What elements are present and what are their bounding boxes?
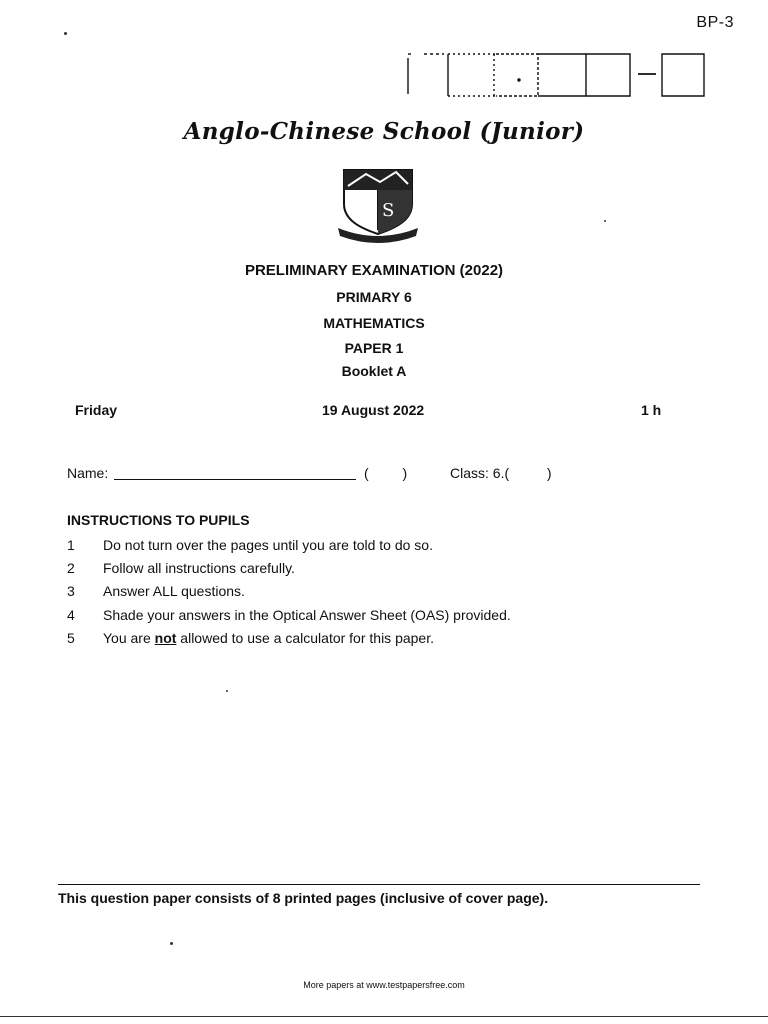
class-label: Class: 6.( bbox=[450, 465, 510, 481]
page-bottom-edge bbox=[0, 1016, 768, 1017]
name-blank[interactable] bbox=[114, 465, 356, 480]
school-crest-logo bbox=[336, 164, 420, 244]
instruction-item bbox=[67, 583, 245, 599]
instruction-number: 3 bbox=[67, 583, 75, 599]
svg-text:S: S bbox=[382, 200, 395, 221]
exam-duration: 1 h bbox=[641, 402, 662, 418]
exam-date: 19 August 2022 bbox=[322, 402, 425, 418]
instruction-number: 2 bbox=[67, 560, 75, 576]
exam-title: PRELIMINARY EXAMINATION (2022) bbox=[244, 262, 504, 279]
class-paren-close: ) bbox=[546, 465, 552, 481]
instruction-item bbox=[67, 537, 433, 553]
instruction-number: 4 bbox=[67, 607, 75, 623]
instruction-text: Answer ALL questions. bbox=[103, 583, 245, 599]
scan-speck bbox=[64, 32, 67, 35]
name-label: Name: bbox=[67, 465, 109, 481]
exam-booklet: Booklet A bbox=[341, 363, 407, 379]
instructions-heading: INSTRUCTIONS TO PUPILS bbox=[67, 512, 250, 528]
instruction-text: Shade your answers in the Optical Answer Sheet (OAS) provided. bbox=[103, 607, 511, 623]
instruction-item bbox=[67, 630, 434, 646]
exam-day: Friday bbox=[75, 402, 118, 418]
instruction-number: 1 bbox=[67, 537, 75, 553]
scan-speck bbox=[604, 220, 606, 222]
instruction-item bbox=[67, 607, 511, 623]
school-name: Anglo-Chinese School (Junior) bbox=[183, 118, 585, 145]
register-paren-open: ( bbox=[364, 465, 369, 481]
class-field-row bbox=[450, 465, 552, 481]
index-number-boxes bbox=[404, 50, 708, 98]
name-field-row bbox=[67, 465, 407, 481]
instruction-item bbox=[67, 560, 295, 576]
register-paren-close: ) bbox=[402, 465, 408, 481]
exam-subject: MATHEMATICS bbox=[323, 315, 425, 331]
instruction-text-pre: You are bbox=[103, 630, 155, 646]
instruction-emphasis: not bbox=[154, 630, 177, 646]
instruction-text-post: allowed to use a calculator for this paper. bbox=[176, 630, 434, 646]
scan-speck bbox=[226, 690, 228, 692]
instruction-text: Do not turn over the pages until you are told to do so. bbox=[103, 537, 433, 553]
exam-paper: PAPER 1 bbox=[344, 340, 404, 356]
exam-level: PRIMARY 6 bbox=[336, 289, 412, 305]
instruction-text: Follow all instructions carefully. bbox=[103, 560, 295, 576]
paper-code: BP-3 bbox=[696, 14, 734, 31]
instruction-number: 5 bbox=[67, 630, 75, 646]
website-credit: More papers at www.testpapersfree.com bbox=[303, 980, 465, 990]
pages-note: This question paper consists of 8 printed pages (inclusive of cover page). bbox=[58, 890, 549, 906]
footer-divider bbox=[58, 884, 700, 885]
scan-speck bbox=[170, 942, 173, 945]
